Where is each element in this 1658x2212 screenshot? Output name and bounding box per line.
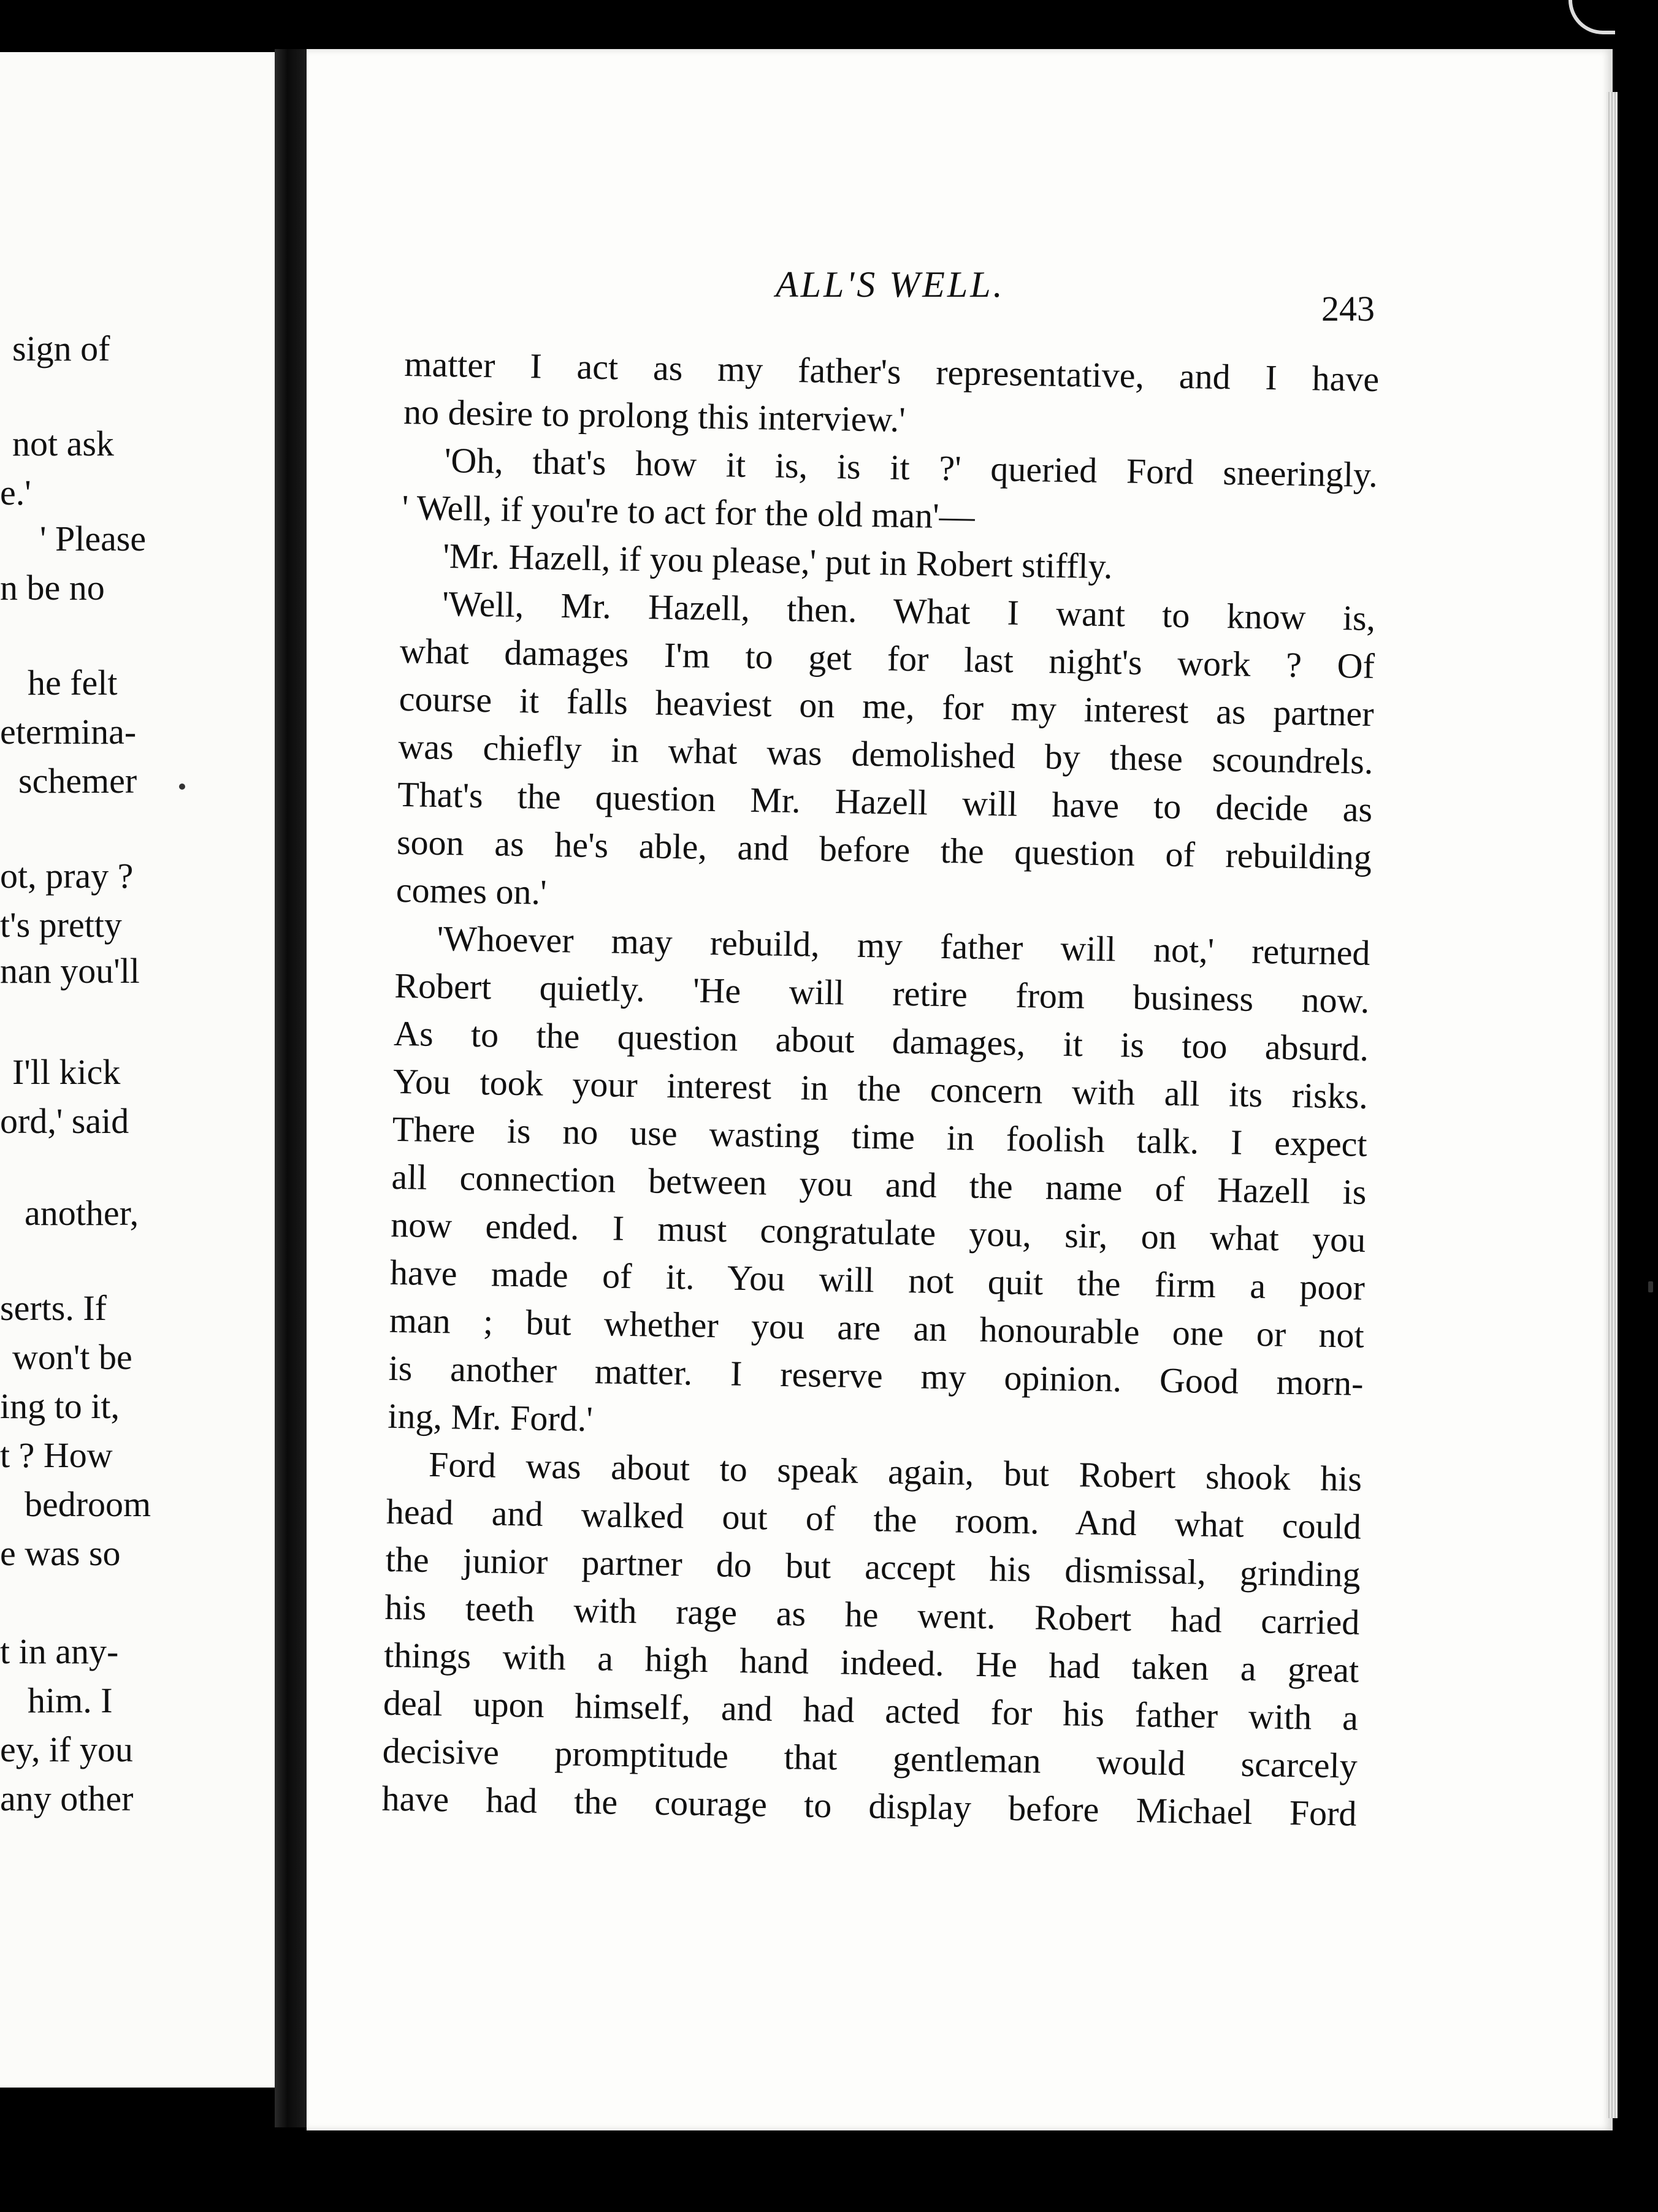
text-line: what damages I'm to get for last night's work ? Of [399, 630, 1375, 686]
left-fragment: him. I [28, 1680, 113, 1720]
left-fragment: won't be [12, 1337, 132, 1377]
left-fragment: ey, if you [0, 1730, 133, 1769]
text-line: was chiefly in what was demolished by these scoundrels. [398, 726, 1373, 782]
left-fragment: ord,' said [0, 1101, 129, 1141]
text-line: 'Whoever may rebuild, my father will not,' returned [437, 918, 1371, 973]
left-fragment: e.' [0, 473, 31, 513]
left-fragment: e was so [0, 1533, 121, 1573]
left-fragment: schemer [18, 761, 137, 801]
text-line: no desire to prolong this interview.' [403, 391, 906, 440]
left-fragment: ot, pray ? [0, 856, 134, 896]
text-line: 'Oh, that's how it is, is it ?' queried Ford sneeringly. [444, 440, 1378, 495]
left-fragment: ' Please [40, 519, 147, 559]
left-fragment: ing to it, [0, 1386, 120, 1426]
left-fragment: nan you'll [0, 951, 140, 991]
scan-corner-mark [1568, 0, 1615, 34]
running-head: ALL'S WELL. [776, 264, 1005, 305]
page-edges [1606, 92, 1618, 2118]
left-fragment: bedroom [25, 1484, 151, 1524]
text-line: 'Well, Mr. Hazell, then. What I want to know is, [441, 584, 1376, 638]
text-line: There is no use wasting time in foolish talk. I expect [392, 1108, 1368, 1164]
text-line: That's the question Mr. Hazell will have to decide as [397, 774, 1373, 830]
left-fragment: etermina- [0, 712, 137, 752]
text-line: things with a high hand indeed. He had taken a great [383, 1634, 1359, 1690]
text-line: ' Well, if you're to act for the old man'— [402, 487, 976, 536]
text-line: man ; but whether you are an honourable one or not [389, 1300, 1365, 1356]
left-fragment: n be no [0, 568, 105, 608]
text-line: all connection between you and the name of Hazell is [391, 1156, 1367, 1212]
text-line: decisive promptitude that gentleman would scarcely [382, 1730, 1358, 1786]
book-gutter [275, 49, 307, 2127]
text-line: have had the courage to display before Michael Ford [381, 1778, 1357, 1834]
text-line: 'Mr. Hazell, if you please,' put in Robert stiffly. [442, 536, 1113, 587]
scan-speck [179, 784, 185, 790]
text-line: Robert quietly. 'He will retire from business now. [394, 965, 1370, 1021]
left-fragment: t ? How [0, 1435, 113, 1475]
text-line: is another matter. I reserve my opinion. Good morn- [388, 1348, 1364, 1403]
text-line: his teeth with rage as he went. Robert had carried [384, 1587, 1360, 1642]
page-number: 243 [1321, 289, 1375, 329]
text-line: head and walked out of the room. And what could [386, 1491, 1362, 1547]
text-line: the junior partner do but accept his dismissal, grinding [385, 1539, 1361, 1595]
left-fragment: any other [0, 1779, 134, 1818]
left-fragment: he felt [28, 663, 118, 703]
text-line: now ended. I must congratulate you, sir, on what you [390, 1204, 1366, 1260]
text-line: You took your interest in the concern with all its risks. [392, 1061, 1369, 1116]
body-text [381, 340, 1380, 1838]
left-fragment: t's pretty [0, 905, 122, 945]
text-line: Ford was about to speak again, but Robert shook his [428, 1444, 1362, 1499]
left-fragment: not ask [12, 424, 114, 463]
left-fragment: t in any- [0, 1631, 119, 1671]
left-page [0, 52, 275, 2088]
text-line: matter I act as my father's representative, and I have [403, 343, 1380, 399]
scan-speck [1648, 1281, 1653, 1292]
text-line: course it falls heaviest on me, for my interest as partner [399, 678, 1375, 734]
text-line: deal upon himself, and had acted for his father with a [383, 1682, 1359, 1738]
left-fragment: another, [25, 1193, 139, 1233]
left-fragment: sign of [12, 329, 110, 368]
text-line: ing, Mr. Ford.' [387, 1395, 594, 1440]
text-line: have made of it. You will not quit the firm a poor [389, 1252, 1366, 1308]
text-line: As to the question about damages, it is too absurd. [393, 1013, 1369, 1069]
left-fragment: serts. If [0, 1288, 107, 1328]
text-line: soon as he's able, and before the question of rebuilding [396, 822, 1372, 877]
left-fragment: I'll kick [12, 1052, 121, 1092]
text-line: comes on.' [395, 869, 548, 912]
